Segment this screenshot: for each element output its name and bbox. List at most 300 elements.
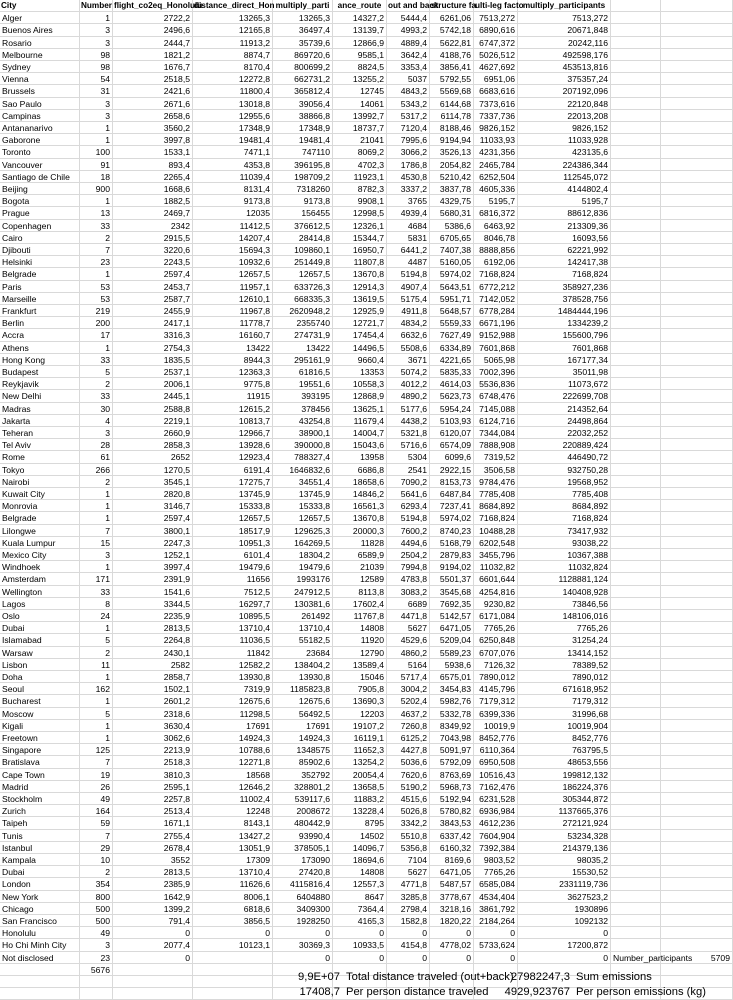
- value-cell[interactable]: 16119,1: [333, 732, 387, 744]
- empty-cell[interactable]: [611, 134, 661, 146]
- empty-cell[interactable]: [611, 549, 661, 561]
- empty-cell[interactable]: [113, 964, 193, 976]
- city-cell[interactable]: Wellington: [0, 586, 80, 598]
- empty-cell[interactable]: [611, 24, 661, 36]
- value-cell[interactable]: 14924,3: [273, 732, 333, 744]
- value-cell[interactable]: 3997,4: [113, 561, 193, 573]
- column-header[interactable]: ulti-leg facto: [474, 0, 518, 12]
- value-cell[interactable]: 11923,1: [333, 171, 387, 183]
- city-cell[interactable]: Copenhagen: [0, 220, 80, 232]
- value-cell[interactable]: 5974,02: [430, 512, 474, 524]
- value-cell[interactable]: 20000,3: [333, 525, 387, 537]
- value-cell[interactable]: 1: [80, 720, 113, 732]
- value-cell[interactable]: 5623,73: [430, 390, 474, 402]
- empty-cell[interactable]: [661, 842, 733, 854]
- value-cell[interactable]: 2595,1: [113, 781, 193, 793]
- value-cell[interactable]: 1: [80, 512, 113, 524]
- value-cell[interactable]: 3778,67: [430, 891, 474, 903]
- empty-cell[interactable]: [661, 695, 733, 707]
- value-cell[interactable]: 13228,4: [333, 805, 387, 817]
- value-cell[interactable]: 7627,49: [430, 329, 474, 341]
- value-cell[interactable]: 10123,1: [193, 939, 273, 951]
- value-cell[interactable]: 14207,4: [193, 232, 273, 244]
- value-cell[interactable]: 5194,8: [387, 512, 430, 524]
- value-cell[interactable]: 1484444,196: [518, 305, 611, 317]
- value-cell[interactable]: 14808: [333, 622, 387, 634]
- empty-cell[interactable]: [661, 415, 733, 427]
- value-cell[interactable]: 3856,41: [430, 61, 474, 73]
- value-cell[interactable]: 1185823,8: [273, 683, 333, 695]
- value-cell[interactable]: 3353,4: [387, 61, 430, 73]
- value-cell[interactable]: 8782,3: [333, 183, 387, 195]
- value-cell[interactable]: 1882,5: [113, 195, 193, 207]
- value-cell[interactable]: 3506,58: [474, 464, 518, 476]
- value-cell[interactable]: 38866,8: [273, 110, 333, 122]
- value-cell[interactable]: 3083,2: [387, 586, 430, 598]
- value-cell[interactable]: 3627523,2: [518, 891, 611, 903]
- value-cell[interactable]: 8647: [333, 891, 387, 903]
- column-header[interactable]: ance_route: [333, 0, 387, 12]
- value-cell[interactable]: 8944,3: [193, 354, 273, 366]
- value-cell[interactable]: 48653,556: [518, 756, 611, 768]
- value-cell[interactable]: 167177,34: [518, 354, 611, 366]
- value-cell[interactable]: 393195: [273, 390, 333, 402]
- value-cell[interactable]: 9173,8: [273, 195, 333, 207]
- value-cell[interactable]: 2213,9: [113, 744, 193, 756]
- value-cell[interactable]: 7344,084: [474, 427, 518, 439]
- empty-cell[interactable]: [661, 598, 733, 610]
- value-cell[interactable]: 2658,6: [113, 110, 193, 122]
- city-cell[interactable]: Sao Paulo: [0, 98, 80, 110]
- empty-cell[interactable]: [661, 647, 733, 659]
- empty-cell[interactable]: [661, 24, 733, 36]
- value-cell[interactable]: 1671,1: [113, 817, 193, 829]
- value-cell[interactable]: 3843,53: [430, 817, 474, 829]
- value-cell[interactable]: 2391,9: [113, 573, 193, 585]
- value-cell[interactable]: 2257,8: [113, 793, 193, 805]
- value-cell[interactable]: 12363,3: [193, 366, 273, 378]
- value-cell[interactable]: 2430,1: [113, 647, 193, 659]
- empty-cell[interactable]: [661, 781, 733, 793]
- city-cell[interactable]: Chicago: [0, 903, 80, 915]
- city-cell[interactable]: Nairobi: [0, 476, 80, 488]
- empty-cell[interactable]: [661, 671, 733, 683]
- value-cell[interactable]: 5733,624: [474, 939, 518, 951]
- value-cell[interactable]: 352792: [273, 769, 333, 781]
- city-cell[interactable]: Santiago de Chile: [0, 171, 80, 183]
- value-cell[interactable]: 3560,2: [113, 122, 193, 134]
- value-cell[interactable]: 4612,236: [474, 817, 518, 829]
- value-cell[interactable]: 11626,6: [193, 878, 273, 890]
- value-cell[interactable]: 5321,8: [387, 427, 430, 439]
- empty-cell[interactable]: [611, 207, 661, 219]
- empty-cell[interactable]: [661, 488, 733, 500]
- empty-cell[interactable]: [611, 12, 661, 24]
- value-cell[interactable]: 5641,6: [387, 488, 430, 500]
- city-cell[interactable]: Belgrade: [0, 268, 80, 280]
- empty-cell[interactable]: [661, 622, 733, 634]
- value-cell[interactable]: 6705,65: [430, 232, 474, 244]
- city-cell[interactable]: Doha: [0, 671, 80, 683]
- value-cell[interactable]: 3409300: [273, 903, 333, 915]
- value-cell[interactable]: 7890,012: [474, 671, 518, 683]
- value-cell[interactable]: 12721,7: [333, 317, 387, 329]
- value-cell[interactable]: 2678,4: [113, 842, 193, 854]
- value-cell[interactable]: 2652: [113, 451, 193, 463]
- value-cell[interactable]: 6689: [387, 598, 430, 610]
- empty-cell[interactable]: [661, 171, 733, 183]
- value-cell[interactable]: 2597,4: [113, 512, 193, 524]
- value-cell[interactable]: 2915,5: [113, 232, 193, 244]
- city-cell[interactable]: Cape Town: [0, 769, 80, 781]
- value-cell[interactable]: 365812,4: [273, 85, 333, 97]
- value-cell[interactable]: 5643,51: [430, 281, 474, 293]
- value-cell[interactable]: 6293,4: [387, 500, 430, 512]
- value-cell[interactable]: 13619,5: [333, 293, 387, 305]
- empty-cell[interactable]: [661, 805, 733, 817]
- empty-cell[interactable]: [611, 598, 661, 610]
- value-cell[interactable]: 5177,6: [387, 403, 430, 415]
- value-cell[interactable]: 4165,3: [333, 915, 387, 927]
- value-cell[interactable]: 0: [273, 952, 333, 964]
- empty-cell[interactable]: [611, 439, 661, 451]
- value-cell[interactable]: 5386,6: [430, 220, 474, 232]
- value-cell[interactable]: 3810,3: [113, 769, 193, 781]
- empty-cell[interactable]: [80, 976, 113, 988]
- value-cell[interactable]: 2243,5: [113, 256, 193, 268]
- empty-cell[interactable]: [611, 268, 661, 280]
- value-cell[interactable]: 5356,8: [387, 842, 430, 854]
- empty-cell[interactable]: [611, 256, 661, 268]
- city-cell[interactable]: New York: [0, 891, 80, 903]
- value-cell[interactable]: 7890,012: [518, 671, 611, 683]
- empty-cell[interactable]: [661, 122, 733, 134]
- empty-cell[interactable]: [611, 220, 661, 232]
- value-cell[interactable]: 3337,2: [387, 183, 430, 195]
- city-cell[interactable]: San Francisco: [0, 915, 80, 927]
- value-cell[interactable]: 272121,924: [518, 817, 611, 829]
- value-cell[interactable]: 539117,6: [273, 793, 333, 805]
- city-cell[interactable]: Not disclosed: [0, 952, 80, 964]
- city-cell[interactable]: Melbourne: [0, 49, 80, 61]
- value-cell[interactable]: 396195,8: [273, 159, 333, 171]
- empty-cell[interactable]: [611, 378, 661, 390]
- value-cell[interactable]: 12657,5: [273, 512, 333, 524]
- value-cell[interactable]: 5142,57: [430, 610, 474, 622]
- value-cell[interactable]: 5: [80, 366, 113, 378]
- value-cell[interactable]: 2355740: [273, 317, 333, 329]
- value-cell[interactable]: 0: [518, 927, 611, 939]
- value-cell[interactable]: 8153,73: [430, 476, 474, 488]
- city-cell[interactable]: Vancouver: [0, 159, 80, 171]
- empty-cell[interactable]: [611, 512, 661, 524]
- value-cell[interactable]: 2858,3: [113, 439, 193, 451]
- empty-cell[interactable]: [661, 744, 733, 756]
- value-cell[interactable]: 11412,5: [193, 220, 273, 232]
- value-cell[interactable]: 5536,836: [474, 378, 518, 390]
- value-cell[interactable]: 10367,388: [518, 549, 611, 561]
- value-cell[interactable]: 6632,6: [387, 329, 430, 341]
- value-cell[interactable]: 4353,8: [193, 159, 273, 171]
- value-cell[interactable]: 11828: [333, 537, 387, 549]
- value-cell[interactable]: 5627: [387, 866, 430, 878]
- value-cell[interactable]: 500: [80, 915, 113, 927]
- value-cell[interactable]: 8169,6: [430, 854, 474, 866]
- value-cell[interactable]: 2008672: [273, 805, 333, 817]
- value-cell[interactable]: 375357,24: [518, 73, 611, 85]
- value-cell[interactable]: 26: [80, 781, 113, 793]
- value-cell[interactable]: 2496,6: [113, 24, 193, 36]
- city-cell[interactable]: Zurich: [0, 805, 80, 817]
- value-cell[interactable]: 2235,9: [113, 610, 193, 622]
- value-cell[interactable]: 5792,55: [430, 73, 474, 85]
- city-cell[interactable]: Kuala Lumpur: [0, 537, 80, 549]
- value-cell[interactable]: 6114,78: [430, 110, 474, 122]
- empty-cell[interactable]: [611, 476, 661, 488]
- value-cell[interactable]: 14496,5: [333, 342, 387, 354]
- value-cell[interactable]: 1: [80, 12, 113, 24]
- value-cell[interactable]: 13422: [273, 342, 333, 354]
- value-cell[interactable]: 7765,26: [474, 622, 518, 634]
- value-cell[interactable]: 142417,38: [518, 256, 611, 268]
- value-cell[interactable]: 4911,8: [387, 305, 430, 317]
- value-cell[interactable]: 30: [80, 403, 113, 415]
- empty-cell[interactable]: [661, 476, 733, 488]
- value-cell[interactable]: 4515,6: [387, 793, 430, 805]
- value-cell[interactable]: 17348,9: [193, 122, 273, 134]
- value-cell[interactable]: 53: [80, 293, 113, 305]
- value-cell[interactable]: 35011,98: [518, 366, 611, 378]
- column-header[interactable]: structure fa: [430, 0, 474, 12]
- value-cell[interactable]: 1930896: [518, 903, 611, 915]
- value-cell[interactable]: 7: [80, 525, 113, 537]
- value-cell[interactable]: 11679,4: [333, 415, 387, 427]
- value-cell[interactable]: 12248: [193, 805, 273, 817]
- empty-cell[interactable]: [611, 756, 661, 768]
- value-cell[interactable]: 5332,78: [430, 708, 474, 720]
- value-cell[interactable]: 98035,2: [518, 854, 611, 866]
- value-cell[interactable]: 8349,92: [430, 720, 474, 732]
- empty-cell[interactable]: [0, 964, 80, 976]
- value-cell[interactable]: 5622,81: [430, 37, 474, 49]
- value-cell[interactable]: 5569,68: [430, 85, 474, 97]
- value-cell[interactable]: 21039: [333, 561, 387, 573]
- value-cell[interactable]: 17: [80, 329, 113, 341]
- value-cell[interactable]: 7471,1: [193, 146, 273, 158]
- value-cell[interactable]: 20054,4: [333, 769, 387, 781]
- value-cell[interactable]: 2469,7: [113, 207, 193, 219]
- value-cell[interactable]: 932750,28: [518, 464, 611, 476]
- value-cell[interactable]: 9826,152: [474, 122, 518, 134]
- value-cell[interactable]: 6192,06: [474, 256, 518, 268]
- value-cell[interactable]: 3: [80, 98, 113, 110]
- value-cell[interactable]: 378456: [273, 403, 333, 415]
- value-cell[interactable]: 2417,1: [113, 317, 193, 329]
- empty-cell[interactable]: [661, 427, 733, 439]
- value-cell[interactable]: 7120,4: [387, 122, 430, 134]
- value-cell[interactable]: 5951,71: [430, 293, 474, 305]
- value-cell[interactable]: 1676,7: [113, 61, 193, 73]
- value-cell[interactable]: 5938,6: [430, 659, 474, 671]
- empty-cell[interactable]: [661, 878, 733, 890]
- city-cell[interactable]: Moscow: [0, 708, 80, 720]
- value-cell[interactable]: 893,4: [113, 159, 193, 171]
- value-cell[interactable]: 2265,4: [113, 171, 193, 183]
- value-cell[interactable]: 13353: [333, 366, 387, 378]
- empty-cell[interactable]: [611, 927, 661, 939]
- value-cell[interactable]: 4145,796: [474, 683, 518, 695]
- value-cell[interactable]: 12615,2: [193, 403, 273, 415]
- value-cell[interactable]: 0: [430, 927, 474, 939]
- empty-cell[interactable]: [661, 732, 733, 744]
- value-cell[interactable]: 5: [80, 708, 113, 720]
- empty-cell[interactable]: [661, 0, 733, 12]
- empty-cell[interactable]: [611, 61, 661, 73]
- value-cell[interactable]: 305344,872: [518, 793, 611, 805]
- value-cell[interactable]: 6601,644: [474, 573, 518, 585]
- empty-cell[interactable]: [0, 976, 80, 988]
- value-cell[interactable]: 11002,4: [193, 793, 273, 805]
- value-cell[interactable]: 5680,31: [430, 207, 474, 219]
- city-cell[interactable]: Antananarivo: [0, 122, 80, 134]
- value-cell[interactable]: 2660,9: [113, 427, 193, 439]
- empty-cell[interactable]: [611, 464, 661, 476]
- empty-cell[interactable]: [611, 939, 661, 951]
- value-cell[interactable]: 7373,616: [474, 98, 518, 110]
- city-cell[interactable]: Dubai: [0, 866, 80, 878]
- value-cell[interactable]: 4889,4: [387, 37, 430, 49]
- value-cell[interactable]: 56492,5: [273, 708, 333, 720]
- value-cell[interactable]: 7601,868: [518, 342, 611, 354]
- value-cell[interactable]: 7620,6: [387, 769, 430, 781]
- value-cell[interactable]: 98: [80, 61, 113, 73]
- empty-cell[interactable]: [661, 317, 733, 329]
- empty-cell[interactable]: [661, 37, 733, 49]
- value-cell[interactable]: 11915: [193, 390, 273, 402]
- value-cell[interactable]: 2444,7: [113, 37, 193, 49]
- value-cell[interactable]: 2858,7: [113, 671, 193, 683]
- value-cell[interactable]: 9230,82: [474, 598, 518, 610]
- value-cell[interactable]: 13589,4: [333, 659, 387, 671]
- city-cell[interactable]: Budapest: [0, 366, 80, 378]
- value-cell[interactable]: 5343,2: [387, 98, 430, 110]
- value-cell[interactable]: 5202,4: [387, 695, 430, 707]
- value-cell[interactable]: 354: [80, 878, 113, 890]
- value-cell[interactable]: 4529,6: [387, 634, 430, 646]
- empty-cell[interactable]: [611, 146, 661, 158]
- value-cell[interactable]: 9194,02: [430, 561, 474, 573]
- value-cell[interactable]: 10: [80, 854, 113, 866]
- number-participants-label[interactable]: Number_participants: [611, 952, 701, 964]
- value-cell[interactable]: 14004,7: [333, 427, 387, 439]
- value-cell[interactable]: 33: [80, 586, 113, 598]
- value-cell[interactable]: 8170,4: [193, 61, 273, 73]
- value-cell[interactable]: 0: [333, 952, 387, 964]
- value-cell[interactable]: 8006,1: [193, 891, 273, 903]
- value-cell[interactable]: 1668,6: [113, 183, 193, 195]
- empty-cell[interactable]: [611, 390, 661, 402]
- value-cell[interactable]: 2445,1: [113, 390, 193, 402]
- empty-cell[interactable]: [661, 183, 733, 195]
- value-cell[interactable]: 5716,6: [387, 439, 430, 451]
- value-cell[interactable]: 7043,98: [430, 732, 474, 744]
- value-cell[interactable]: 7600,2: [387, 525, 430, 537]
- value-cell[interactable]: 7604,904: [474, 830, 518, 842]
- value-cell[interactable]: 6816,372: [474, 207, 518, 219]
- value-cell[interactable]: 13265,3: [273, 12, 333, 24]
- empty-cell[interactable]: [611, 500, 661, 512]
- value-cell[interactable]: 2754,3: [113, 342, 193, 354]
- value-cell[interactable]: 1502,1: [113, 683, 193, 695]
- value-cell[interactable]: 11033,928: [518, 134, 611, 146]
- value-cell[interactable]: 5831: [387, 232, 430, 244]
- empty-cell[interactable]: [611, 878, 661, 890]
- empty-cell[interactable]: [661, 12, 733, 24]
- value-cell[interactable]: 5026,8: [387, 805, 430, 817]
- empty-cell[interactable]: [80, 988, 113, 1000]
- empty-cell[interactable]: [611, 720, 661, 732]
- value-cell[interactable]: 214379,136: [518, 842, 611, 854]
- value-cell[interactable]: 171: [80, 573, 113, 585]
- empty-cell[interactable]: [113, 976, 193, 988]
- value-cell[interactable]: 7785,408: [474, 488, 518, 500]
- value-cell[interactable]: 29: [80, 842, 113, 854]
- value-cell[interactable]: 17309: [193, 854, 273, 866]
- value-cell[interactable]: 12675,6: [273, 695, 333, 707]
- value-cell[interactable]: 164: [80, 805, 113, 817]
- value-cell[interactable]: 6099,6: [430, 451, 474, 463]
- value-cell[interactable]: 0: [333, 927, 387, 939]
- empty-cell[interactable]: [661, 464, 733, 476]
- value-cell[interactable]: 7765,26: [518, 622, 611, 634]
- value-cell[interactable]: 1: [80, 134, 113, 146]
- value-cell[interactable]: 1: [80, 342, 113, 354]
- value-cell[interactable]: 6191,4: [193, 464, 273, 476]
- empty-cell[interactable]: [661, 634, 733, 646]
- value-cell[interactable]: 2421,6: [113, 85, 193, 97]
- value-cell[interactable]: 7994,8: [387, 561, 430, 573]
- city-cell[interactable]: Lisbon: [0, 659, 80, 671]
- value-cell[interactable]: 12272,8: [193, 73, 273, 85]
- empty-cell[interactable]: [611, 708, 661, 720]
- value-cell[interactable]: 9803,52: [474, 854, 518, 866]
- value-cell[interactable]: 2: [80, 647, 113, 659]
- empty-cell[interactable]: [611, 891, 661, 903]
- value-cell[interactable]: 5074,2: [387, 366, 430, 378]
- value-cell[interactable]: 125: [80, 744, 113, 756]
- value-cell[interactable]: 7168,824: [474, 512, 518, 524]
- value-cell[interactable]: 7: [80, 244, 113, 256]
- value-cell[interactable]: 6399,336: [474, 708, 518, 720]
- value-cell[interactable]: 12203: [333, 708, 387, 720]
- city-cell[interactable]: Toronto: [0, 146, 80, 158]
- value-cell[interactable]: 3630,4: [113, 720, 193, 732]
- value-cell[interactable]: 4254,816: [474, 586, 518, 598]
- city-cell[interactable]: Beijing: [0, 183, 80, 195]
- empty-cell[interactable]: [661, 232, 733, 244]
- value-cell[interactable]: 6101,4: [193, 549, 273, 561]
- value-cell[interactable]: 6334,89: [430, 342, 474, 354]
- value-cell[interactable]: 9585,1: [333, 49, 387, 61]
- value-cell[interactable]: 12657,5: [193, 512, 273, 524]
- value-cell[interactable]: 7126,32: [474, 659, 518, 671]
- value-cell[interactable]: 12657,5: [273, 268, 333, 280]
- city-cell[interactable]: Seoul: [0, 683, 80, 695]
- value-cell[interactable]: 6252,504: [474, 171, 518, 183]
- value-cell[interactable]: 3671: [387, 354, 430, 366]
- city-cell[interactable]: Cairo: [0, 232, 80, 244]
- value-cell[interactable]: 4907,4: [387, 281, 430, 293]
